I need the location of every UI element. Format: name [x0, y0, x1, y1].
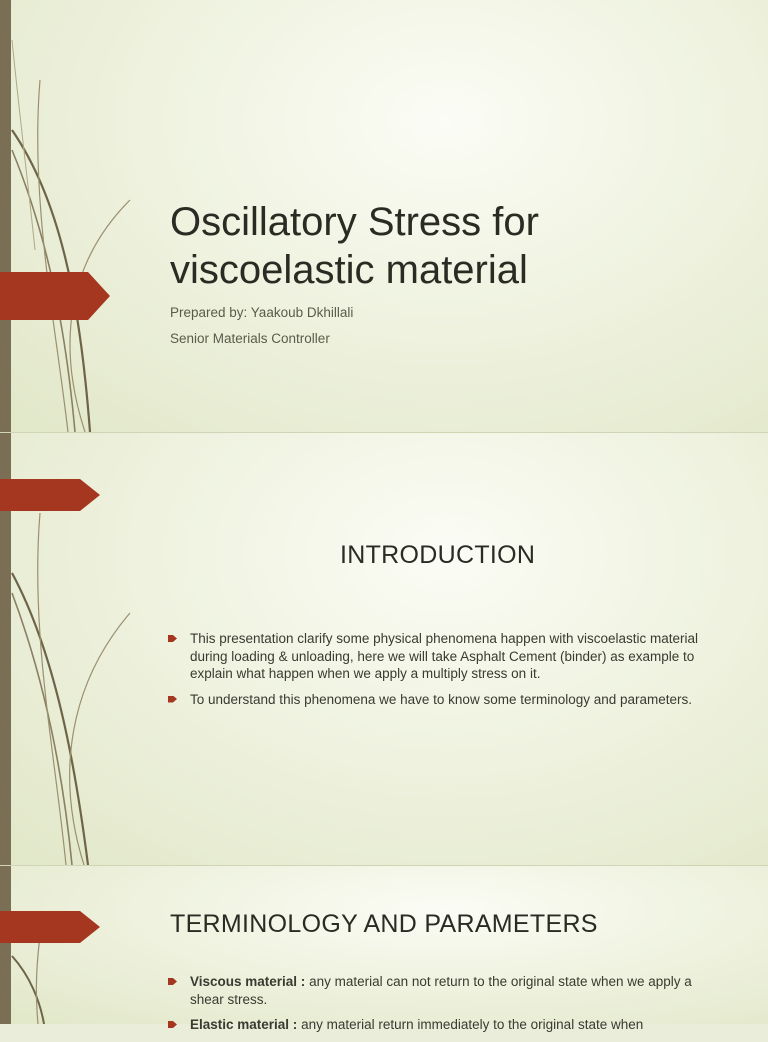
bullet-arrow-icon	[168, 978, 177, 985]
bullet-text: This presentation clarify some physical phenomena happen with viscoelastic material during loading & unloading, here we will take Asphalt Cement (binder) as example to explain what happen when we apply a multiply stress on it.	[190, 631, 699, 681]
role-text: Senior Materials Controller	[170, 331, 330, 346]
term-label: Viscous material :	[190, 974, 306, 989]
title-line-2: viscoelastic material	[170, 248, 528, 292]
decorative-swirl	[0, 866, 130, 1024]
term-label: Elastic material :	[190, 1017, 298, 1032]
introduction-slide	[0, 433, 768, 865]
bullet-text: To understand this phenomena we have to know some terminology and parameters.	[190, 691, 693, 707]
decorative-swirl	[0, 0, 130, 432]
terminology-slide	[0, 866, 768, 1032]
slide-title	[170, 198, 539, 294]
accent-arrow-tab	[0, 272, 110, 320]
bullet-arrow-icon	[168, 1021, 177, 1028]
list-item	[168, 691, 728, 709]
bullet-list	[168, 630, 728, 716]
prepared-by-text: Prepared by: Yaakoub Dkhillali	[170, 305, 354, 320]
accent-arrow-tab	[0, 911, 100, 943]
section-heading: TERMINOLOGY AND PARAMETERS	[170, 910, 598, 938]
list-item	[168, 1016, 728, 1034]
bullet-arrow-icon	[168, 635, 177, 642]
section-heading: INTRODUCTION	[340, 541, 536, 569]
title-line-1: Oscillatory Stress for	[170, 200, 539, 244]
list-item	[168, 973, 728, 1008]
accent-arrow-tab	[0, 479, 100, 511]
bullet-arrow-icon	[168, 696, 177, 703]
list-item	[168, 630, 728, 683]
term-definition: any material can not return to the original state when we apply a shear stress.	[190, 974, 692, 1007]
term-definition: any material return immediately to the original state when	[297, 1017, 644, 1032]
bullet-list	[168, 973, 728, 1042]
title-slide	[0, 0, 768, 432]
